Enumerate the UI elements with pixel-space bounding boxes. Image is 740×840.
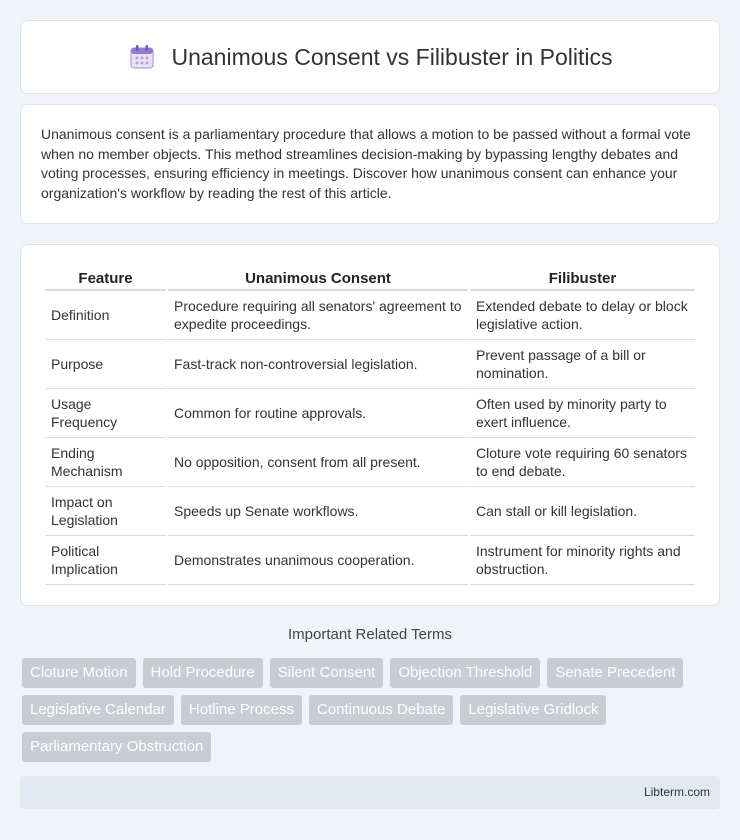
filibuster-cell: Prevent passage of a bill or nomination. (470, 340, 695, 389)
related-terms-title: Important Related Terms (288, 626, 452, 643)
title-wrap (127, 42, 612, 72)
table-row (45, 340, 695, 389)
feature-cell: Political Implication (45, 536, 166, 585)
table-row (45, 389, 695, 438)
filibuster-cell: Instrument for minority rights and obstruction. (470, 536, 695, 585)
unanimous-consent-cell: Speeds up Senate workflows. (168, 487, 468, 536)
related-term-tag[interactable]: Legislative Calendar (22, 695, 174, 725)
intro-text: Unanimous consent is a parliamentary procedure that allows a motion to be passed without a formal vote when no member objects. This method streamlines decision-making by bypassing lengthy debates and voting processes, ensuring efficiency in meetings. Discover how unanimous consent can enhance your organization's workflow by reading the rest of this article. (41, 126, 691, 201)
unanimous-consent-cell: Demonstrates unanimous cooperation. (168, 536, 468, 585)
column-header-unanimous-consent: Unanimous Consent (168, 265, 468, 291)
feature-cell: Usage Frequency (45, 389, 166, 438)
filibuster-cell: Can stall or kill legislation. (470, 487, 695, 536)
table-row (45, 438, 695, 487)
filibuster-cell: Often used by minority party to exert influence. (470, 389, 695, 438)
header-card (20, 20, 720, 94)
feature-cell: Purpose (45, 340, 166, 389)
unanimous-consent-cell: Common for routine approvals. (168, 389, 468, 438)
filibuster-cell: Cloture vote requiring 60 senators to end debate. (470, 438, 695, 487)
comparison-table-card (20, 244, 720, 606)
filibuster-cell: Extended debate to delay or block legislative action. (470, 291, 695, 340)
unanimous-consent-cell: No opposition, consent from all present. (168, 438, 468, 487)
feature-cell: Impact on Legislation (45, 487, 166, 536)
column-header-feature: Feature (45, 265, 166, 291)
unanimous-consent-cell: Fast-track non-controversial legislation. (168, 340, 468, 389)
calendar-icon (127, 42, 157, 72)
footer-brand-link[interactable]: Libterm.com (643, 785, 710, 799)
footer (20, 776, 720, 809)
column-header-filibuster: Filibuster (470, 265, 695, 291)
related-term-tag[interactable]: Objection Threshold (390, 658, 540, 688)
related-term-tag[interactable]: Continuous Debate (309, 695, 453, 725)
related-terms-list (22, 658, 722, 762)
related-term-tag[interactable]: Hold Procedure (143, 658, 263, 688)
related-term-tag[interactable]: Parliamentary Obstruction (22, 732, 211, 762)
feature-cell: Definition (45, 291, 166, 340)
feature-cell: Ending Mechanism (45, 438, 166, 487)
related-term-tag[interactable]: Cloture Motion (22, 658, 136, 688)
related-term-tag[interactable]: Senate Precedent (547, 658, 683, 688)
related-term-tag[interactable]: Legislative Gridlock (460, 695, 606, 725)
related-term-tag[interactable]: Silent Consent (270, 658, 384, 688)
table-row (45, 536, 695, 585)
page-title: Unanimous Consent vs Filibuster in Politics (171, 43, 613, 70)
intro-card (20, 104, 720, 224)
related-term-tag[interactable]: Hotline Process (181, 695, 302, 725)
unanimous-consent-cell: Procedure requiring all senators' agreement to expedite proceedings. (168, 291, 468, 340)
table-row (45, 291, 695, 340)
comparison-table (43, 265, 697, 585)
table-header-row (45, 265, 695, 291)
table-row (45, 487, 695, 536)
